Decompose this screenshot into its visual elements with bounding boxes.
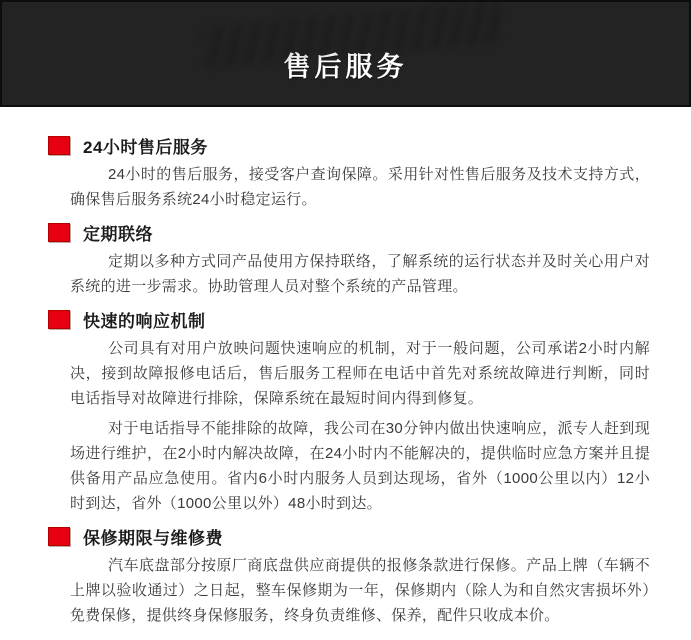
section-title: 24小时售后服务 bbox=[83, 137, 208, 157]
section-warranty-fees bbox=[0, 525, 650, 628]
section-24h-service bbox=[0, 134, 650, 212]
section-title: 快速的响应机制 bbox=[83, 311, 206, 331]
section-paragraph: 24小时的售后服务，接受客户查询保障。采用针对性售后服务及技术支持方式，确保售后服务系统24小时稳定运行。 bbox=[70, 166, 650, 208]
section-title: 定期联络 bbox=[83, 224, 153, 244]
section-header bbox=[0, 525, 650, 547]
section-paragraph: 对于电话指导不能排除的故障，我公司在30分钟内做出快速响应，派专人赶到现场进行维护，在2小时内解决故障，在24小时内不能解决的，提供临时应急方案并且提供备用产品应急使用。省内6小时内服务人员到达现场，省外（1000公里以内）12小时到达，省外（1000公里以外）48小时到达。 bbox=[70, 420, 650, 512]
section-title: 保修期限与维修费 bbox=[83, 528, 223, 548]
section-paragraph: 公司具有对用户放映问题快速响应的机制，对于一般问题，公司承诺2小时内解决，接到故障报修电话后，售后服务工程师在电话中首先对系统故障进行判断，同时电话指导对故障进行排除，保障系统在最短时间内得到修复。 bbox=[70, 340, 650, 407]
section-rapid-response bbox=[0, 308, 650, 516]
section-regular-contact bbox=[0, 221, 650, 299]
page-title: 售后服务 bbox=[283, 52, 408, 82]
section-paragraph: 汽车底盘部分按原厂商底盘供应商提供的报修条款进行保修。产品上牌（车辆不上牌以验收通过）之日起，整车保修期为一年，保修期内（除人为和自然灾害损坏外）免费保修，提供终身保修服务，终身负责维修、保养，配件只收成本价。 bbox=[70, 557, 650, 624]
section-header bbox=[0, 221, 650, 243]
red-square-bullet-icon bbox=[48, 136, 70, 155]
section-header bbox=[0, 308, 650, 330]
section-paragraph: 定期以多种方式同产品使用方保持联络，了解系统的运行状态并及时关心用户对系统的进一步需求。协助管理人员对整个系统的产品管理。 bbox=[70, 253, 650, 295]
section-header bbox=[0, 134, 650, 156]
red-square-bullet-icon bbox=[48, 527, 70, 546]
page-banner bbox=[0, 0, 691, 107]
red-square-bullet-icon bbox=[48, 310, 70, 329]
red-square-bullet-icon bbox=[48, 223, 70, 242]
service-content bbox=[0, 107, 691, 628]
